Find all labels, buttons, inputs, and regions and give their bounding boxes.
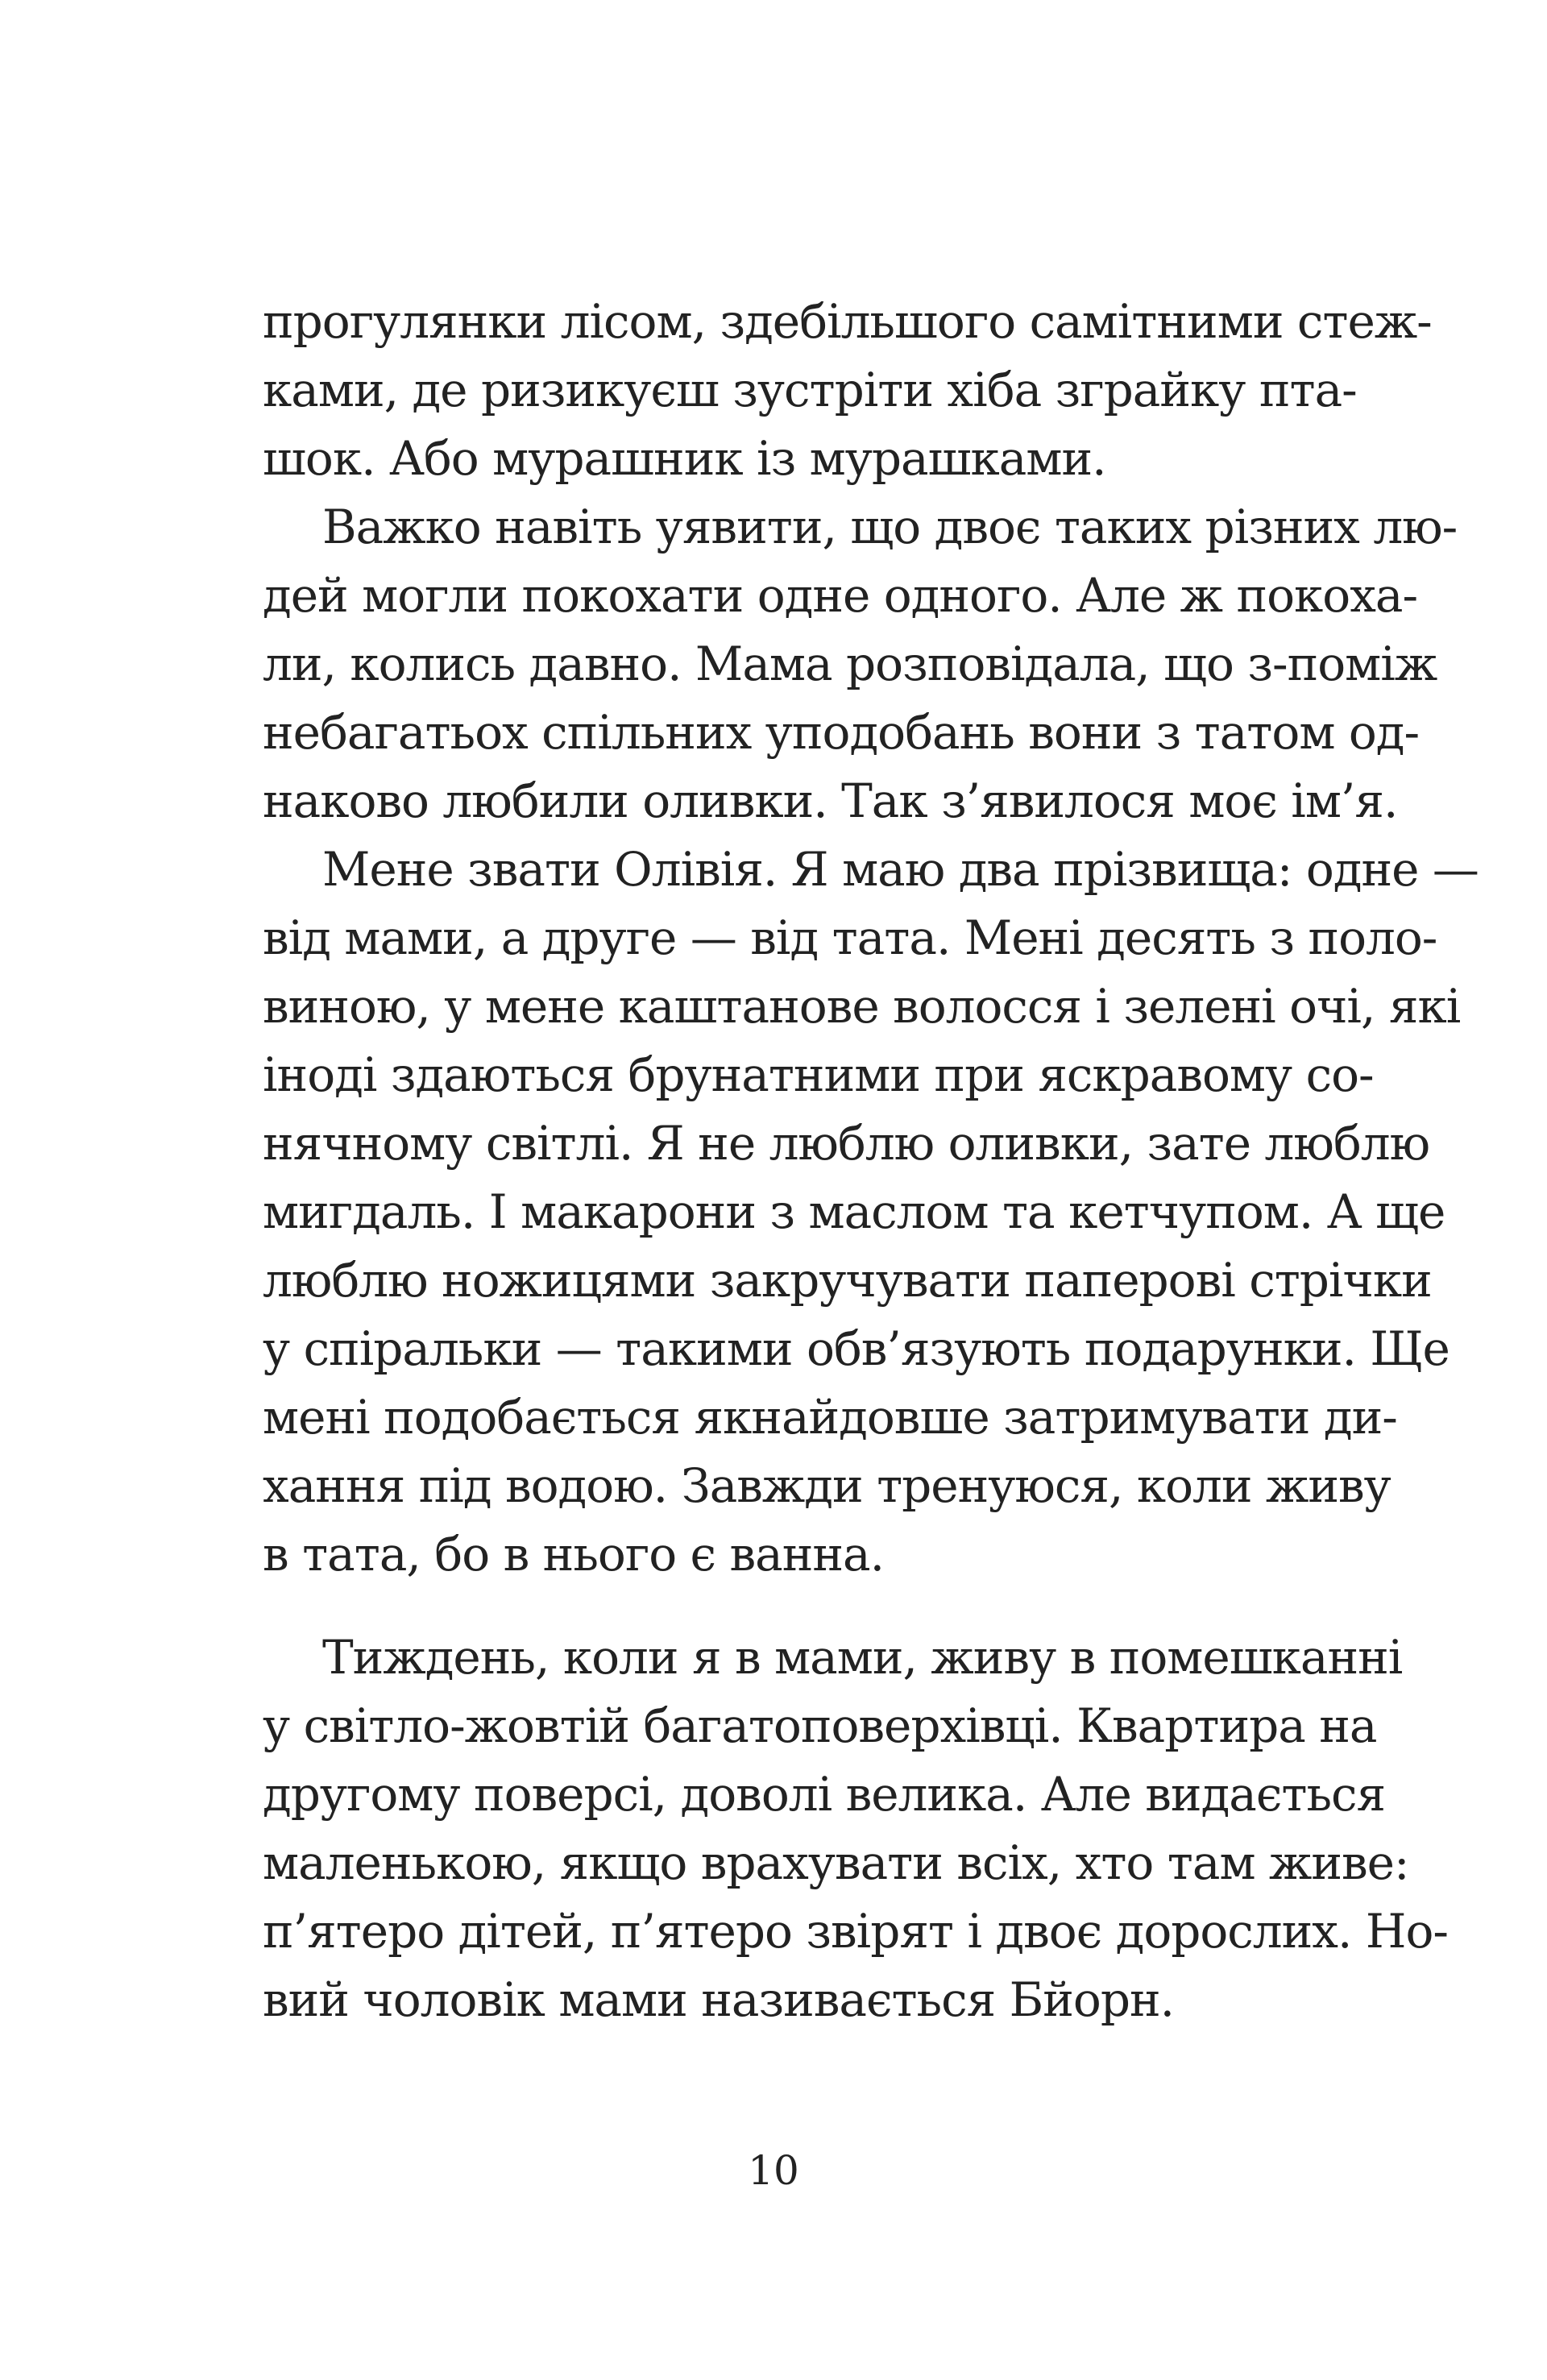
text-line: в тата, бо в нього є ванна. bbox=[263, 1527, 885, 1582]
text-line: ли, колись давно. Мама розповідала, що з-поміж bbox=[263, 636, 1437, 691]
text-block-first bbox=[263, 288, 1479, 1589]
text-line: вий чоловік мами називається Бйорн. bbox=[263, 1972, 1175, 2027]
text-line: маленькою, якщо врахувати всіх, хто там живе: bbox=[263, 1835, 1409, 1890]
text-line: ками, де ризикуєш зустріти хіба зграйку пта- bbox=[263, 363, 1357, 417]
text-line: шок. Або мурашник із мурашками. bbox=[263, 431, 1106, 486]
text-line: виною, у мене каштанове волосся і зелені очі, які bbox=[263, 979, 1461, 1034]
text-line: мені подобається якнайдовше затримувати ди- bbox=[263, 1390, 1397, 1445]
text-line: нячному світлі. Я не люблю оливки, зате люблю bbox=[263, 1116, 1430, 1171]
page-number: 10 bbox=[748, 2147, 799, 2194]
text-line: у світло-жовтій багатоповерхівці. Квартира на bbox=[263, 1698, 1377, 1753]
text-line: іноді здаються брунатними при яскравому со- bbox=[263, 1047, 1374, 1102]
text-block-second bbox=[263, 1623, 1448, 2034]
text-line: п’ятеро дітей, п’ятеро звірят і двоє дорослих. Но- bbox=[263, 1904, 1448, 1959]
text-line: люблю ножицями закручувати паперові стрічки bbox=[263, 1253, 1432, 1308]
text-line: Тиждень, коли я в мами, живу в помешканні bbox=[322, 1630, 1403, 1685]
text-line: мигдаль. І макарони з маслом та кетчупом. А ще bbox=[263, 1184, 1445, 1239]
text-line: наково любили оливки. Так з’явилося моє ім’я. bbox=[263, 773, 1398, 828]
text-line: Мене звати Олівія. Я маю два прізвища: одне — bbox=[322, 842, 1479, 897]
text-line: другому поверсі, доволі велика. Але видається bbox=[263, 1767, 1386, 1822]
text-line: від мами, а друге — від тата. Мені десять з поло- bbox=[263, 910, 1437, 965]
text-line: у спіральки — такими обв’язують подарунки. Ще bbox=[263, 1321, 1450, 1376]
text-line: Важко навіть уявити, що двоє таких різних лю- bbox=[322, 500, 1458, 554]
text-line: прогулянки лісом, здебільшого самітними стеж- bbox=[263, 294, 1432, 349]
text-line: хання під водою. Завжди тренуюся, коли живу bbox=[263, 1458, 1391, 1513]
text-line: дей могли покохати одне одного. Але ж покоха- bbox=[263, 568, 1418, 623]
text-line: небагатьох спільних уподобань вони з татом од- bbox=[263, 705, 1420, 760]
